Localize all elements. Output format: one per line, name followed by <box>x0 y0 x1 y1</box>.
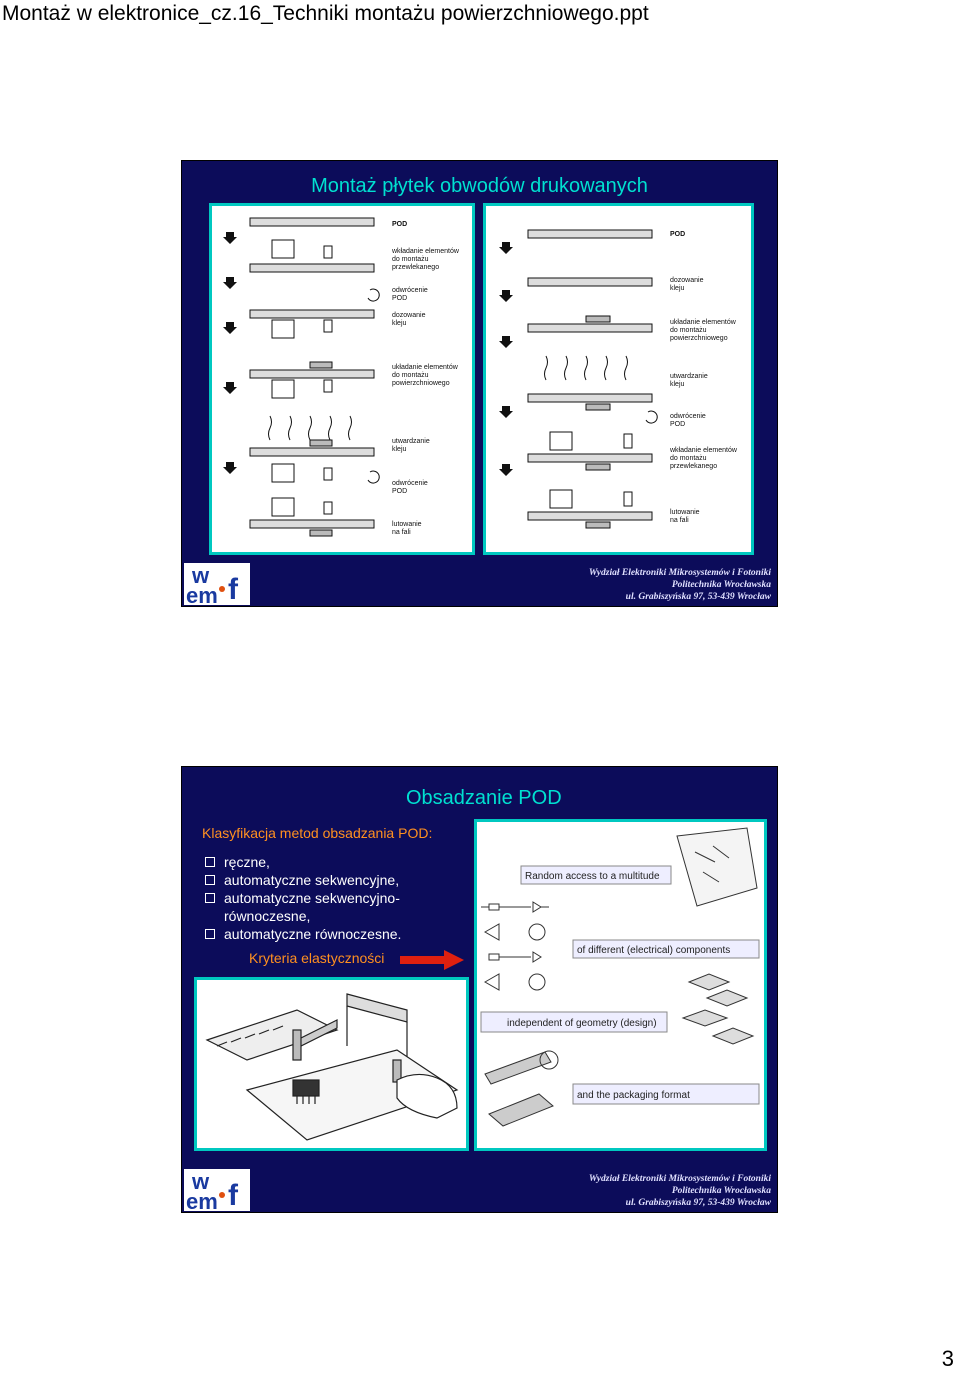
footer-line: Politechnika Wrocławska <box>671 1186 771 1196</box>
diagram-label: powierzchniowego <box>670 335 728 342</box>
flexibility-criteria-panel <box>474 819 767 1151</box>
slide-title: Obsadzanie POD <box>406 787 562 809</box>
list-item <box>204 853 401 871</box>
criteria-text: and the packaging format <box>577 1090 690 1101</box>
diagram-label: kleju <box>392 320 407 327</box>
down-arrow-icon <box>499 406 513 418</box>
faculty-logo <box>184 1169 250 1211</box>
svg-text:f: f <box>228 1179 238 1211</box>
slide-pcb-populating <box>181 766 778 1213</box>
diagram-label: lutowanie <box>670 509 700 516</box>
list-item <box>204 925 401 943</box>
footer-line: Wydział Elektroniki Mikrosystemów i Fotoniki <box>588 1174 771 1184</box>
method-list <box>204 853 401 943</box>
right-arrow-icon <box>398 949 466 971</box>
checkbox-bullet-icon <box>205 875 215 885</box>
svg-text:w: w <box>192 563 210 588</box>
footer-line: ul. Grabiszyńska 97, 53-439 Wrocław <box>625 1198 771 1208</box>
method-text: automatyczne równoczesne. <box>224 926 402 942</box>
diagram-label: do montażu <box>392 256 429 263</box>
placement-machine-graphic <box>197 980 466 1148</box>
diagram-label: POD <box>392 221 408 228</box>
down-arrow-icon <box>223 462 237 474</box>
down-arrow-icon <box>223 232 237 244</box>
list-item-continuation <box>204 907 401 925</box>
footer-line: Politechnika Wrocławska <box>671 580 771 590</box>
diagram-label: układanie elementów <box>392 364 458 371</box>
footer-line: ul. Grabiszyńska 97, 53-439 Wrocław <box>625 592 771 602</box>
wemf-logo-icon <box>184 1169 250 1211</box>
down-arrow-icon <box>499 290 513 302</box>
process-diagram-left-graphic <box>212 206 472 552</box>
down-arrow-icon <box>223 382 237 394</box>
document-header: Montaż w elektronice_cz.16_Techniki montażu powierzchniowego.ppt <box>2 2 649 25</box>
diagram-label: lutowanie <box>392 521 422 528</box>
slide-pcb-assembly <box>181 160 778 607</box>
process-diagram-right-graphic <box>486 206 751 552</box>
list-item <box>204 889 401 907</box>
svg-text:em: em <box>186 583 218 605</box>
diagram-label: utwardzanie <box>392 438 430 445</box>
down-arrow-icon <box>499 464 513 476</box>
method-text: automatyczne sekwencyjne, <box>224 872 400 888</box>
criteria-text: independent of geometry (design) <box>507 1018 657 1029</box>
faculty-logo <box>184 563 250 605</box>
wemf-logo-icon <box>184 563 250 605</box>
slide-title: Montaż płytek obwodów drukowanych <box>311 175 648 197</box>
diagram-label: przewlekanego <box>670 463 718 470</box>
diagram-label: POD <box>670 231 686 238</box>
diagram-label: na fali <box>392 529 411 536</box>
diagram-label: przewlekanego <box>392 264 440 271</box>
diagram-label: układanie elementów <box>670 319 736 326</box>
checkbox-bullet-icon <box>205 857 215 867</box>
diagram-label: POD <box>392 295 408 302</box>
diagram-label: do montażu <box>392 372 429 379</box>
page-number: 3 <box>941 1346 954 1371</box>
footer-address <box>589 567 771 603</box>
diagram-label: wkładanie elementów <box>670 447 737 454</box>
diagram-label: powierzchniowego <box>392 380 450 387</box>
diagram-label: na fali <box>670 517 689 524</box>
classification-intro: Klasyfikacja metod obsadzania POD: <box>202 825 433 841</box>
criteria-label: Kryteria elastyczności <box>249 950 385 966</box>
down-arrow-icon <box>223 322 237 334</box>
diagram-label: odwrócenie <box>392 287 428 294</box>
checkbox-bullet-icon <box>205 893 215 903</box>
method-text: automatyczne sekwencyjno- <box>224 890 400 906</box>
svg-text:w: w <box>192 1169 210 1194</box>
down-arrow-icon <box>223 277 237 289</box>
diagram-label: POD <box>392 488 408 495</box>
slide-footer <box>182 1168 777 1212</box>
diagram-label: odwrócenie <box>392 480 428 487</box>
criteria-graphic <box>477 822 764 1148</box>
diagram-label: dozowanie <box>670 277 704 284</box>
diagram-label: kleju <box>670 285 685 292</box>
diagram-label: do montażu <box>670 327 707 334</box>
diagram-label: utwardzanie <box>670 373 708 380</box>
manual-placement-illustration <box>194 977 469 1151</box>
method-text: ręczne, <box>224 854 270 870</box>
down-arrow-icon <box>499 242 513 254</box>
diagram-label: kleju <box>670 381 685 388</box>
down-arrow-icon <box>499 336 513 348</box>
diagram-label: do montażu <box>670 455 707 462</box>
process-diagram-right <box>483 203 754 555</box>
criteria-text: of different (electrical) components <box>577 945 731 956</box>
diagram-label: odwrócenie <box>670 413 706 420</box>
footer-line: Wydział Elektroniki Mikrosystemów i Fotoniki <box>588 568 771 578</box>
criteria-text: Random access to a multitude <box>525 871 660 882</box>
list-item <box>204 871 401 889</box>
diagram-label: wkładanie elementów <box>392 248 459 255</box>
diagram-label: POD <box>670 421 686 428</box>
footer-address <box>589 1173 771 1209</box>
checkbox-bullet-icon <box>205 929 215 939</box>
diagram-label: kleju <box>392 446 407 453</box>
svg-text:em: em <box>186 1189 218 1211</box>
svg-text:f: f <box>228 573 238 605</box>
diagram-label: dozowanie <box>392 312 426 319</box>
method-text: równoczesne, <box>224 908 311 924</box>
process-diagram-left <box>209 203 475 555</box>
slide-footer <box>182 562 777 606</box>
